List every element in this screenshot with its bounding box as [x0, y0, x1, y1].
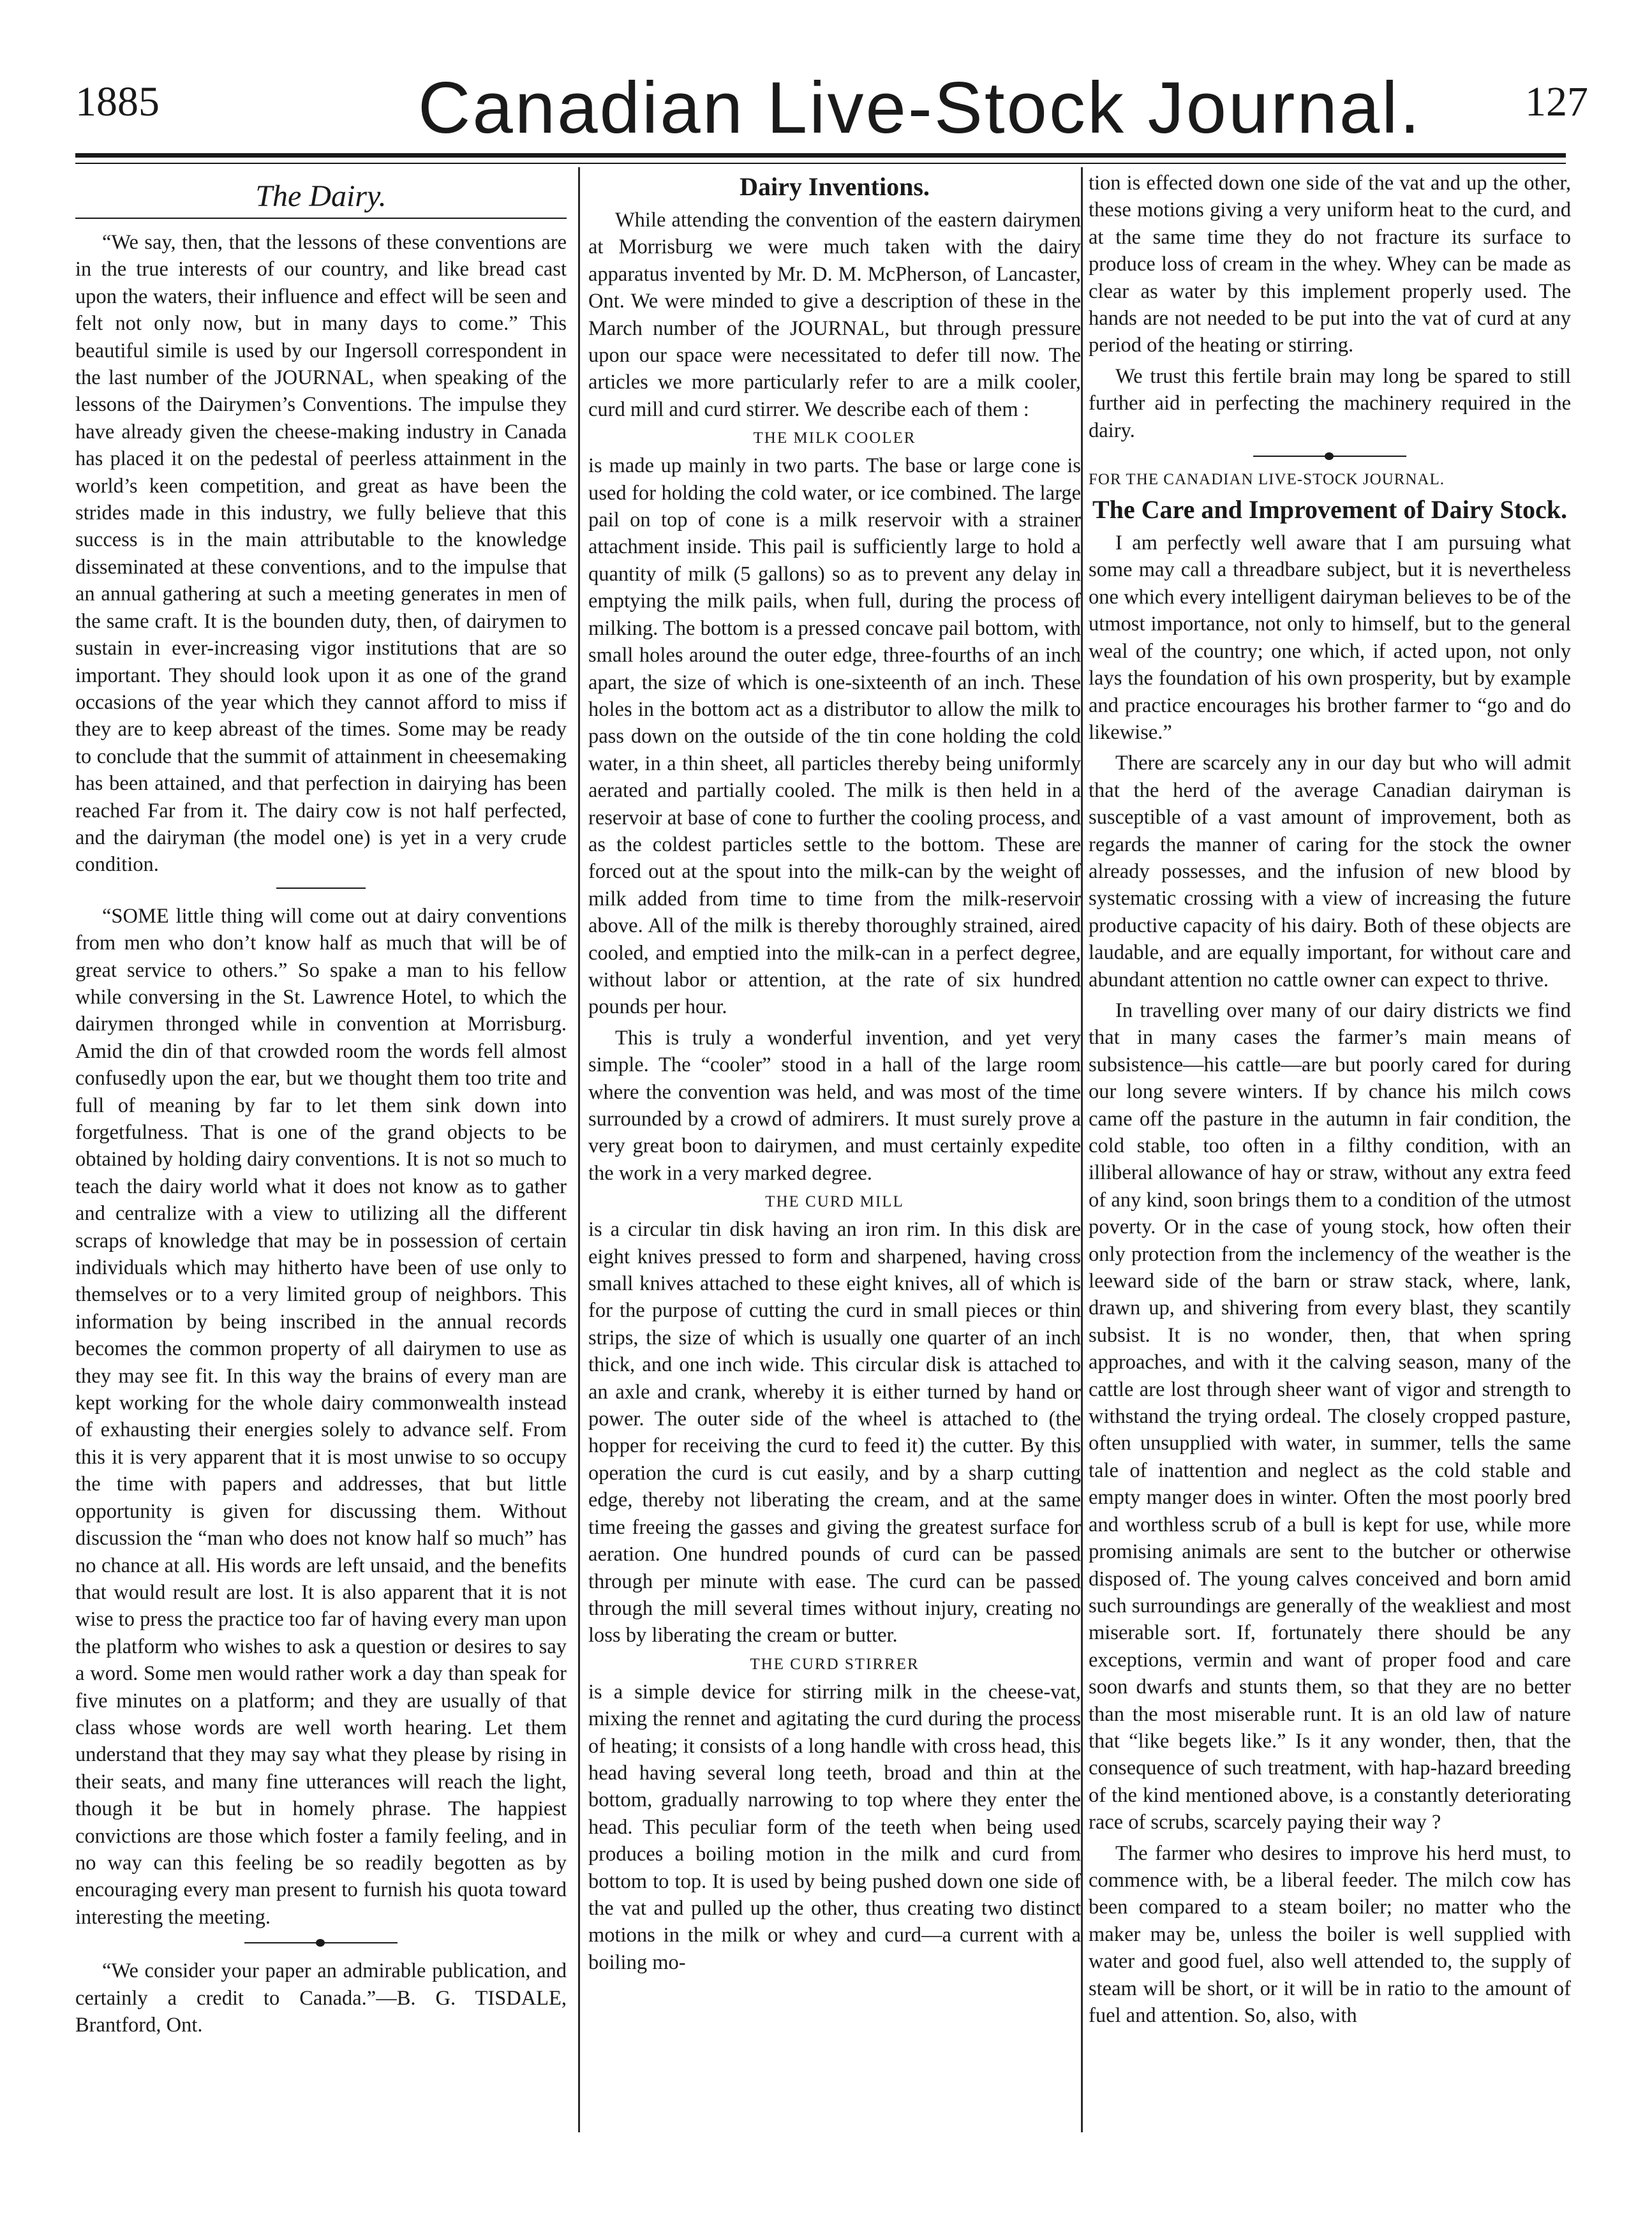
- separator: [276, 888, 366, 889]
- continued-paragraph-2: We trust this fertile brain may long be spared to still further aid in perfecting the machinery required in the dairy.: [1089, 364, 1571, 442]
- care-paragraph-1: I am perfectly well aware that I am pursuing what some may call a threadbare subject, but it is nevertheless one which every intelligent dairyman believes to be of the utmost importance, not only to himself, but to the general weal of the country; one which, if acted upon, not only lays the foundation of his own prosperity, but by example and practice encourages his brother farmer to “go and do likewise.”: [1089, 531, 1571, 744]
- article-credit-line: FOR THE CANADIAN LIVE-STOCK JOURNAL.: [1089, 471, 1445, 489]
- care-paragraph-3: In travelling over many of our dairy districts we find that in many cases the farmer’s main means of subsistence—his cattle—are but poorly cared for during our long severe winters. If by chance his milch cows came off the pasture in the autumn in fair condition, the cold stable, too often in a filthy condition, with an illiberal allowance of hay or straw, without any extra feed of any kind, soon brings them to a condition of the utmost poverty. Or in the case of young stock, how often their only protection from the inclemency of the weather is the leeward side of the barn or straw stack, where, lank, drawn up, and shivering from every blast, they scantily subsist. It is no wonder, then, that when spring approaches, and with it the calving season, many of the cattle are lost through sheer want of vigor and strength to withstand the trying ordeal. The closely cropped pasture, often unsupplied with water, in summer, tells the same tale of inattention and neglect as the cold stable and empty manger does in winter. Often the most poorly bred and worthless scrub of a bull is kept for use, while more promising animals are sent to the butcher or otherwise disposed of. The young calves conceived and born amid such surroundings are generally of the weakliest and most miserable sort. If, fortunately there should be any exceptions, vermin and want of proper food and care soon dwarfs and stunts them, so that they are no better than the most miserable runt. It is an old law of nature that “like begets like.” Is it any wonder, then, that the consequence of such treatment, with hap-hazard breeding of the kind mentioned above, is a constantly deteriorating race of scrubs, scarcely paying their way ?: [1089, 999, 1571, 1834]
- subheading-curd-stirrer: THE CURD STIRRER: [750, 1655, 919, 1673]
- column-2: [588, 170, 1081, 2135]
- header-rule-thin: [75, 163, 1566, 164]
- section-heading-dairy: The Dairy.: [255, 179, 387, 213]
- article-heading-care: The Care and Improvement of Dairy Stock.: [1092, 495, 1568, 524]
- inventions-intro: While attending the convention of the eastern dairymen at Morrisburg we were much taken with the dairy apparatus invented by Mr. D. M. McPherson, of Lancaster, Ont. We were minded to give a description of these in the March number of the JOURNAL, but through pressure upon our space were necessitated to defer till now. The articles we more particularly refer to are a milk cooler, curd mill and curd stirrer. We describe each of them :: [588, 209, 1081, 421]
- article-heading-inventions: Dairy Inventions.: [740, 172, 930, 201]
- cooler-paragraph-2: This is truly a wonderful invention, and yet very simple. The “cooler” stood in a hall of the large room where the convention was held, and was most of the time surrounded by a crowd of admirers. It must surely prove a very great boon to dairymen, and must certainly expedite the work in a very marked degree.: [588, 1026, 1081, 1185]
- journal-title: Canadian Live-Stock Journal.: [418, 68, 1422, 149]
- cooler-paragraph-1: is made up mainly in two parts. The base or large cone is used for holding the cold water, or ice combined. The large pail on top of cone is a milk reservoir with a strainer attachment inside. This pail is sufficiently large to hold a quantity of milk (5 gallons) so as to prevent any delay in emptying the milk pails, when full, during the process of milking. The bottom is a pressed concave pail bottom, with small holes around the outer edge, three-fourths of an inch apart, the size of which is one-sixteenth of an inch. These holes in the bottom act as a distributor to allow the milk to pass down on the outside of the tin cone holding the cold water, in a thin sheet, all particles thereby being uniformly aerated and partially cooled. The milk is then held in a reservoir at base of cone to further the cooling process, and as the coldest particles settle to the bottom. These are forced out at the spout into the milk-can by the weight of milk added from time to time from the milk-reservoir above. All of the milk is thereby thoroughly strained, aired cooled, and emptied into the milk-can in a perfect degree, without labor or attention, at the rate of six hundred pounds per hour.: [588, 454, 1081, 1019]
- column-3: [1089, 170, 1571, 2135]
- continued-paragraph-1: tion is effected down one side of the vat and up the other, these motions giving a very uniform heat to the curd, and at the same time they do not fracture its surface to produce loss of cream in the whey. Whey can be made as clear as water by this implement properly used. The hands are not needed to be put into the vat of curd at any period of the heating or stirring.: [1089, 172, 1571, 357]
- page-number: 127: [1525, 78, 1588, 125]
- column-divider-2: [1081, 167, 1083, 2132]
- mill-paragraph-1: is a circular tin disk having an iron rim. In this disk are eight knives pressed to form and sharpened, having cross small knives attached to these eight knives, all of which is for the purpose of cutting the curd in small pieces or thin strips, the size of which is usually one quarter of an inch thick, and one inch wide. This circular disk is attached to an axle and crank, whereby it is either turned by hand or power. The outer side of the wheel is attached to (the hopper for receiving the curd to feed it) the cutter. By this operation the curd is cut easily, and by a sharp cutting edge, thereby not liberating the cream, and at the same time freeing the gasses and giving the greatest surface for aeration. One hundred pounds of curd can be passed through per minute with ease. The curd can be passed through the mill several times without injury, creating no loss by liberating the cream or butter.: [588, 1218, 1081, 1647]
- column-1: [75, 170, 567, 2135]
- subheading-curd-mill: THE CURD MILL: [765, 1193, 904, 1211]
- ornament-separator: [1253, 456, 1406, 457]
- column-divider-1: [578, 167, 580, 2132]
- stirrer-paragraph-1: is a simple device for stirring milk in the cheese-vat, mixing the rennet and agitating the curd during the process of heating; it consists of a long handle with cross head, this head having several long teeth, broad and thin at the bottom, gradually narrowing to top where they enter the head. This peculiar form of the teeth when being used produces a boiling motion in the milk and curd from bottom to top. It is used by being pushed down one side of the vat and pulled up the other, thus creating two distinct motions in the milk or whey and curd—a current with a boiling mo-: [588, 1680, 1081, 1974]
- dairy-paragraph-2: “SOME little thing will come out at dairy conventions from men who don’t know half as much that will be of great service to others.” So spake a man to his fellow while conversing in the St. Lawrence Hotel, to which the dairymen thronged while in convention at Morrisburg. Amid the din of that crowded room the words fell almost confusedly upon the ear, but we thought them too trite and full of meaning by far to let them sink down into forgetfulness. That is one of the grand objects to be obtained by holding dairy conventions. It is not so much to teach the dairy world what it does not know as to gather and centralize with a view to utilizing all the different scraps of knowledge that may be in possession of certain individuals which may hitherto have been of use only to themselves or to a very limited group of neighbors. This information by being inscribed in the annual records becomes the common property of all dairymen to use as they may see fit. In this way the brains of every man are kept working for the whole dairy commonwealth instead of exhausting their energies solely to advance self. From this it is very apparent that it is most unwise to so occupy the time with papers and addresses, that but little opportunity is given for discussing them. Without discussion the “man who does not know half so much” has no chance at all. His words are left unsaid, and the benefits that would result are lost. It is also apparent that it is not wise to press the practice too far of having every man upon the platform who wishes to ask a question or desires to say a word. Some men would rather work a day than speak for five minutes on a platform; and they are usually of that class whose words are well worth hearing. Let them understand that they may say what they please by rising in their seats, and many fine utterances will reach the light, though it be but in homely phrase. The happiest convictions are those which foster a family feeling, and in no way can this feeling be so readily begotten as by encouraging every man present to furnish his quota toward interesting the meeting.: [75, 904, 567, 1929]
- dairy-paragraph-1: “We say, then, that the lessons of these conventions are in the true interests of our country, and like bread cast upon the waters, their influence and effect will be seen and felt not only now, but in many days to come.” This beautiful simile is used by our Ingersoll correspondent in the last number of the JOURNAL, when speaking of the lessons of the Dairymen’s Conventions. The impulse they have already given the cheese-making industry in Canada has placed it on the pedestal of peerless attainment in the world’s keen competition, and great as have been the strides made in this industry, we fully believe that this success is in the main attributable to the knowledge disseminated at these conventions, and to the impulse that an annual gathering at such a meeting generates in men of the same craft. It is the bounden duty, then, of dairymen to sustain in ever-increasing vigor institutions that are so important. They should look upon it as one of the grand occasions of the year which they cannot afford to miss if they are to keep abreast of the times. Some may be ready to conclude that the summit of attainment in cheesemaking has been attained, and that perfection in dairying has been reached Far from it. The dairy cow is not half perfected, and the dairyman (the model one) is yet in a very crude condition.: [75, 231, 567, 877]
- section-rule: [75, 218, 567, 219]
- header-year: 1885: [75, 78, 160, 125]
- ornament-separator: [244, 1942, 398, 1943]
- care-paragraph-4: The farmer who desires to improve his herd must, to commence with, be a liberal feeder. The milch cow has been compared to a steam boiler; no matter who the maker may be, unless the boiler is well supplied with water and good fuel, also well attended to, the supply of steam will be short, or it will be in ratio to the amount of fuel and attention. So, also, with: [1089, 1841, 1571, 2027]
- dairy-paragraph-3: “We consider your paper an admirable publication, and certainly a credit to Canada.”—B. G. TISDALE, Brantford, Ont.: [75, 1959, 567, 2037]
- subheading-milk-cooler: THE MILK COOLER: [753, 429, 916, 447]
- header-rule-thick: [75, 153, 1566, 158]
- care-paragraph-2: There are scarcely any in our day but who will admit that the herd of the average Canadian dairyman is susceptible of a vast amount of improvement, both as regards the manner of caring for the stock the owner already possesses, and the infusion of new blood by systematic crossing with a view of increasing the future productive capacity of his dairy. Both of these objects are laudable, and are equally important, for without care and abundant attention no cattle owner can expect to thrive.: [1089, 752, 1571, 992]
